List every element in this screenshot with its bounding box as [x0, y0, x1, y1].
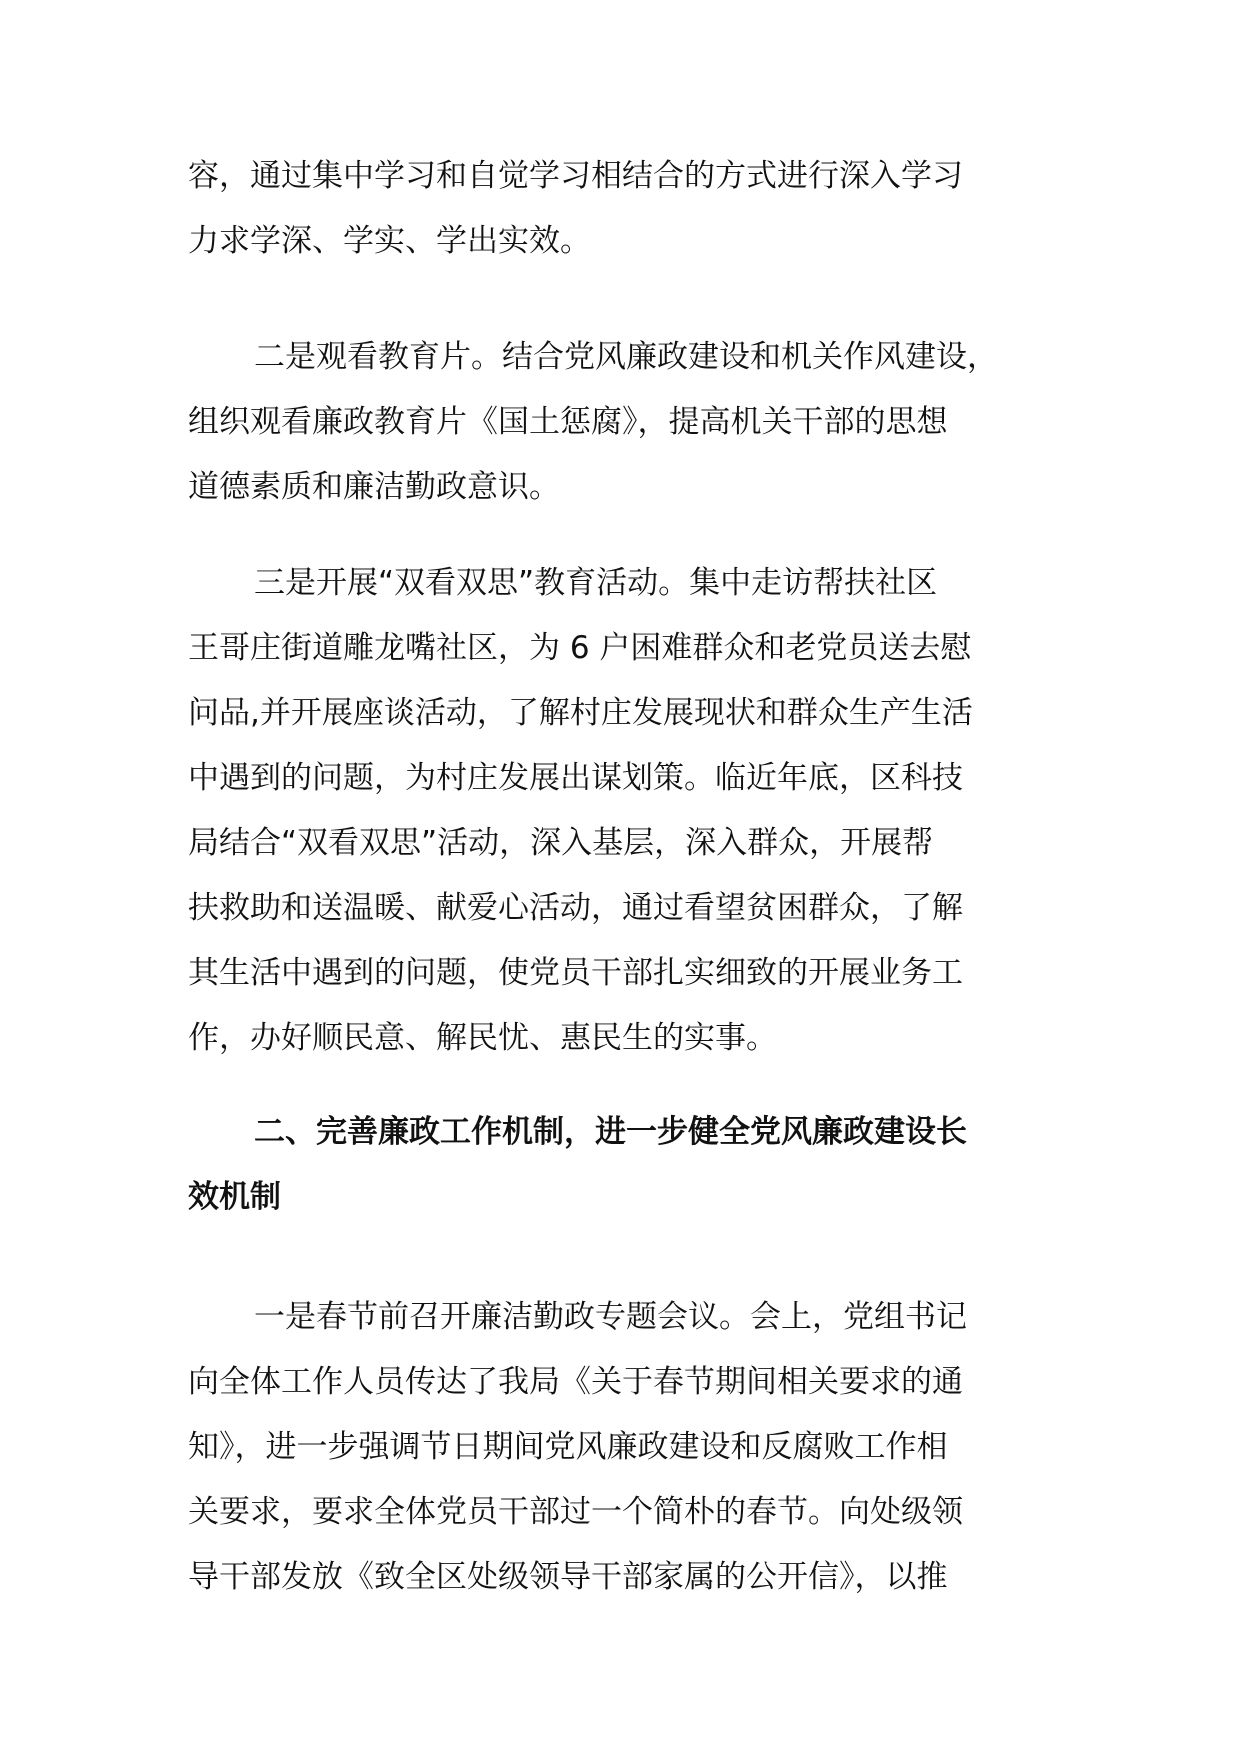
- text-line: 作，办好顺民意、解民忧、惠民生的实事。: [188, 1020, 777, 1056]
- text-line: 道德素质和廉洁勤政意识。: [188, 469, 560, 505]
- text-line: 组织观看廉政教育片《国土惩腐》，提高机关干部的思想: [188, 404, 948, 440]
- text-line: 一是春节前召开廉洁勤政专题会议。会上，党组书记: [254, 1299, 967, 1335]
- text-line: 容，通过集中学习和自觉学习相结合的方式进行深入学习: [188, 158, 963, 194]
- text-line: 力求学深、学实、学出实效。: [188, 223, 591, 259]
- text-line: 问品,并开展座谈活动，了解村庄发展现状和群众生产生活: [188, 695, 973, 731]
- text-line: 王哥庄街道雕龙嘴社区，为 6 户困难群众和老党员送去慰: [188, 630, 972, 666]
- text-line: 知》，进一步强调节日期间党风廉政建设和反腐败工作相: [188, 1429, 948, 1465]
- text-line: 向全体工作人员传达了我局《关于春节期间相关要求的通: [188, 1364, 963, 1400]
- text-line: 中遇到的问题，为村庄发展出谋划策。临近年底，区科技: [188, 760, 963, 796]
- text-line: 关要求，要求全体党员干部过一个简朴的春节。向处级领: [188, 1494, 963, 1530]
- text-line: 局结合“双看双思”活动，深入基层，深入群众，开展帮: [188, 825, 934, 861]
- text-line: 其生活中遇到的问题，使党员干部扎实细致的开展业务工: [188, 955, 963, 991]
- paragraph-double-watch-activity: [188, 551, 1058, 1071]
- heading-line: 二、完善廉政工作机制，进一步健全党风廉政建设长: [254, 1114, 967, 1150]
- text-line: 三是开展“双看双思”教育活动。集中走访帮扶社区: [254, 565, 938, 601]
- paragraph-continuation: [188, 144, 1058, 274]
- heading-line: 效机制: [188, 1179, 281, 1215]
- section-heading: [188, 1100, 1058, 1230]
- text-line: 二是观看教育片。结合党风廉政建设和机关作风建设，: [254, 339, 998, 375]
- paragraph-spring-festival-meeting: [188, 1285, 1058, 1610]
- text-line: 扶救助和送温暖、献爱心活动，通过看望贫困群众，了解: [188, 890, 963, 926]
- text-line: 导干部发放《致全区处级领导干部家属的公开信》，以推: [188, 1559, 948, 1595]
- paragraph-watch-education-film: [188, 325, 1058, 520]
